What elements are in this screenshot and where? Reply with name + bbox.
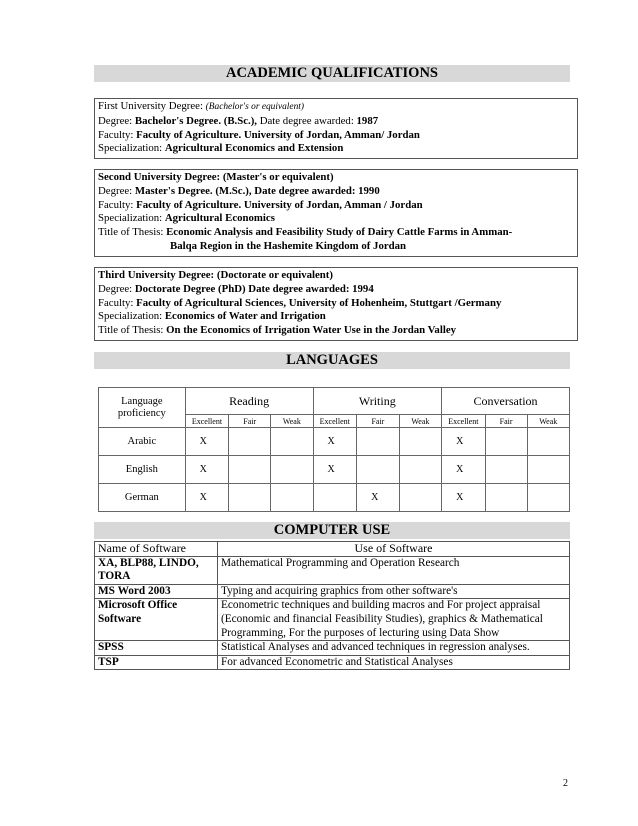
- mark-cell: [357, 428, 400, 456]
- mark-cell: X: [185, 484, 229, 512]
- level-fair: Fair: [357, 415, 400, 428]
- third-thesis-line: Title of Thesis: On the Economics of Irrigation Water Use in the Jordan Valley: [98, 324, 457, 337]
- mark-cell: [527, 456, 569, 484]
- mark-cell: [229, 484, 271, 512]
- table-row: [95, 641, 570, 656]
- table-row: [95, 655, 570, 670]
- mark-cell: [399, 456, 441, 484]
- mark-cell: X: [442, 428, 486, 456]
- second-degree-box: [94, 169, 578, 257]
- software-name: Microsoft Office Software: [95, 599, 218, 641]
- language-name: German: [99, 484, 186, 512]
- software-use: Statistical Analyses and advanced techniques in regression analyses.: [218, 641, 570, 656]
- proficiency-header: Language proficiency: [99, 388, 186, 428]
- mark-cell: [527, 484, 569, 512]
- software-name-header: Name of Software: [95, 542, 218, 557]
- second-thesis-line: Title of Thesis: Economic Analysis and Feasibility Study of Dairy Cattle Farms in Amman-: [98, 226, 513, 239]
- mark-cell: [229, 456, 271, 484]
- table-row: [95, 556, 570, 584]
- mark-cell: X: [442, 484, 486, 512]
- languages-header-row: [99, 388, 570, 415]
- software-name: XA, BLP88, LINDO, TORA: [95, 556, 218, 584]
- languages-table: [98, 387, 570, 512]
- level-weak: Weak: [271, 415, 313, 428]
- third-degree-box: [94, 267, 578, 341]
- mark-cell: [357, 456, 400, 484]
- conversation-header: Conversation: [442, 388, 570, 415]
- table-row: [95, 599, 570, 641]
- mark-cell: [271, 484, 313, 512]
- computer-table: [94, 541, 570, 670]
- mark-cell: [271, 428, 313, 456]
- software-use: Typing and acquiring graphics from other software's: [218, 584, 570, 599]
- language-row-english: [99, 456, 570, 484]
- second-faculty-line: Faculty: Faculty of Agriculture. University of Jordan, Amman / Jordan: [98, 198, 423, 211]
- third-degree-line: Degree: Doctorate Degree (PhD) Date degree awarded: 1994: [98, 282, 374, 295]
- computer-title: COMPUTER USE: [94, 522, 570, 539]
- computer-header-row: [95, 542, 570, 557]
- first-spec-line: Specialization: Agricultural Economics and Extension: [98, 142, 344, 155]
- software-use-header: Use of Software: [218, 542, 570, 557]
- software-use: Mathematical Programming and Operation Research: [218, 556, 570, 584]
- software-name: SPSS: [95, 641, 218, 656]
- mark-cell: [313, 484, 357, 512]
- third-faculty-line: Faculty: Faculty of Agricultural Sciences, University of Hohenheim, Stuttgart /Germany: [98, 296, 502, 309]
- mark-cell: X: [185, 428, 229, 456]
- language-name: Arabic: [99, 428, 186, 456]
- software-name: MS Word 2003: [95, 584, 218, 599]
- mark-cell: [399, 428, 441, 456]
- language-row-german: [99, 484, 570, 512]
- mark-cell: [485, 484, 527, 512]
- level-fair: Fair: [229, 415, 271, 428]
- first-faculty-line: Faculty: Faculty of Agriculture. University of Jordan, Amman/ Jordan: [98, 128, 420, 141]
- mark-cell: [271, 456, 313, 484]
- second-degree-line: Degree: Master's Degree. (M.Sc.), Date degree awarded: 1990: [98, 184, 380, 197]
- mark-cell: X: [313, 428, 357, 456]
- mark-cell: [485, 428, 527, 456]
- software-use: Econometric techniques and building macros and For project appraisal (Economic and financial Feasibility Studies), graphics & Mathematical Programming, For the purposes of lecturing using Data Show: [218, 599, 570, 641]
- mark-cell: [485, 456, 527, 484]
- level-excellent: Excellent: [442, 415, 486, 428]
- mark-cell: X: [313, 456, 357, 484]
- mark-cell: X: [185, 456, 229, 484]
- language-name: English: [99, 456, 186, 484]
- first-degree-line: Degree: Bachelor's Degree. (B.Sc.), Date degree awarded: 1987: [98, 114, 379, 127]
- languages-title: LANGUAGES: [94, 352, 570, 369]
- software-name: TSP: [95, 655, 218, 670]
- second-thesis-line-2: Balqa Region in the Hashemite Kingdom of Jordan: [170, 239, 407, 252]
- level-weak: Weak: [399, 415, 441, 428]
- first-degree-heading: First University Degree: (Bachelor's or equivalent): [98, 100, 304, 112]
- mark-cell: [527, 428, 569, 456]
- second-degree-heading: Second University Degree: (Master's or equivalent): [98, 171, 334, 183]
- mark-cell: [399, 484, 441, 512]
- software-use: For advanced Econometric and Statistical Analyses: [218, 655, 570, 670]
- page-number: 2: [563, 778, 568, 789]
- level-excellent: Excellent: [313, 415, 357, 428]
- mark-cell: X: [442, 456, 486, 484]
- language-row-arabic: [99, 428, 570, 456]
- third-spec-line: Specialization: Economics of Water and Irrigation: [98, 310, 326, 323]
- reading-header: Reading: [185, 388, 313, 415]
- academic-title: ACADEMIC QUALIFICATIONS: [94, 65, 570, 82]
- writing-header: Writing: [313, 388, 442, 415]
- mark-cell: [229, 428, 271, 456]
- mark-cell: X: [357, 484, 400, 512]
- first-degree-box: [94, 98, 578, 159]
- second-spec-line: Specialization: Agricultural Economics: [98, 212, 275, 225]
- table-row: [95, 584, 570, 599]
- level-fair: Fair: [485, 415, 527, 428]
- level-excellent: Excellent: [185, 415, 229, 428]
- third-degree-heading: Third University Degree: (Doctorate or equivalent): [98, 269, 333, 281]
- level-weak: Weak: [527, 415, 569, 428]
